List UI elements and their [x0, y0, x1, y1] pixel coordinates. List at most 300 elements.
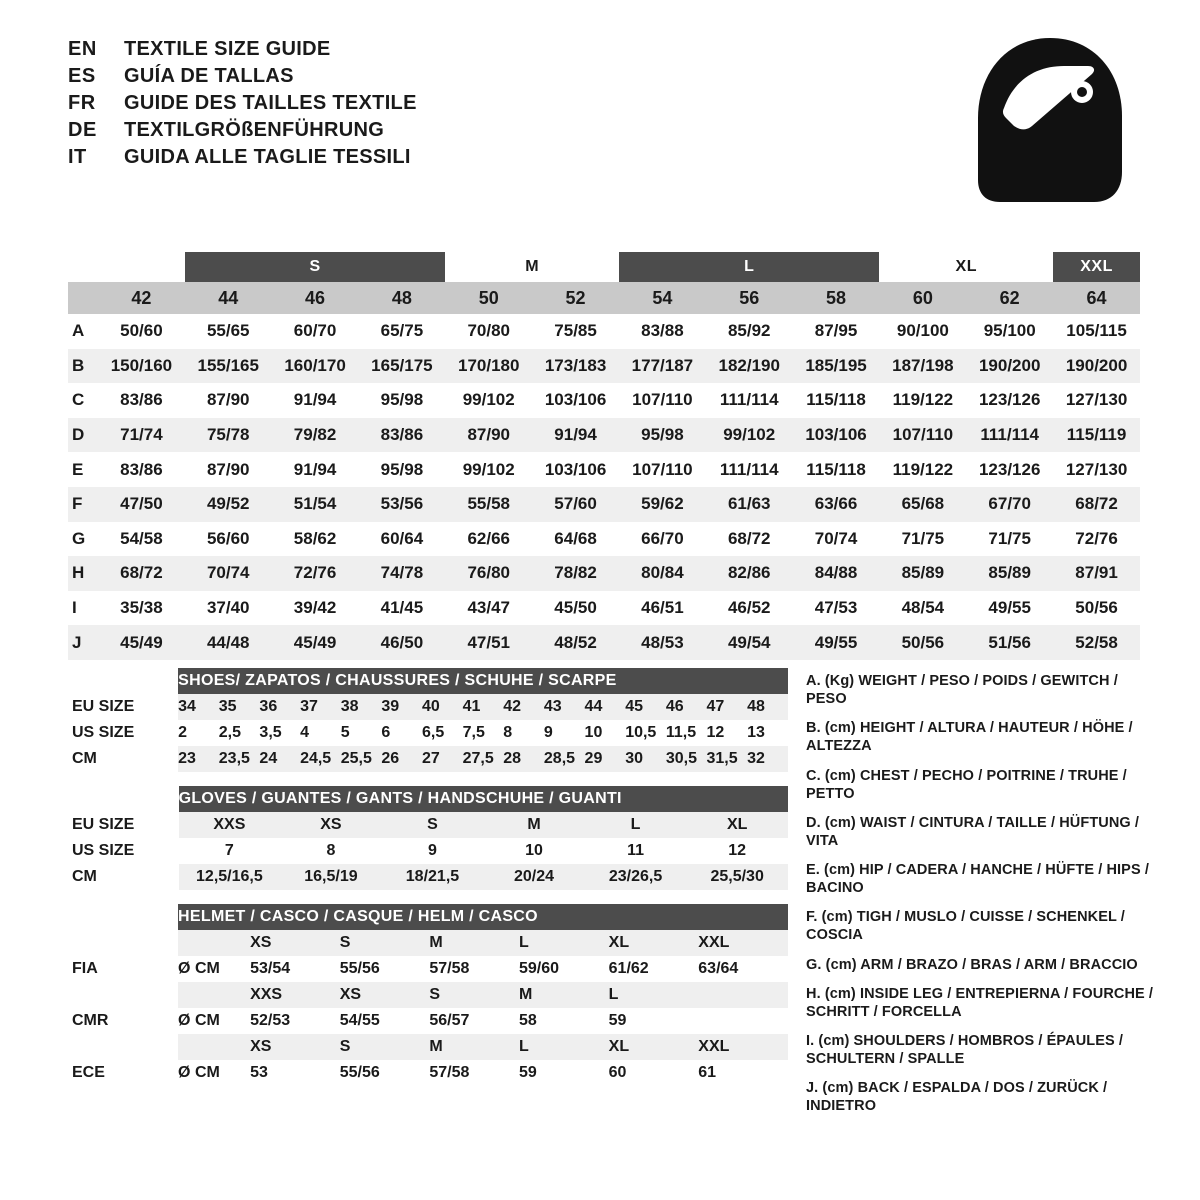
cell: 7,5	[463, 720, 504, 746]
cell: 25,5	[341, 746, 382, 772]
cell: 5	[341, 720, 382, 746]
legend-item-d: D. (cm) WAIST / CINTURA / TAILLE / HÜFTUNG / VITA	[806, 814, 1140, 849]
cell: 9	[382, 838, 484, 864]
row-label: J	[68, 625, 98, 660]
gloves-table	[68, 786, 788, 890]
size-58: 58	[793, 282, 880, 314]
cell: 37/40	[185, 591, 272, 626]
helmet-header-row	[68, 1034, 788, 1060]
cell: 123/126	[966, 452, 1053, 487]
group-cell-xl: XL	[955, 258, 977, 275]
cell: 95/98	[358, 452, 445, 487]
cell: 11,5	[666, 720, 707, 746]
cell: 87/95	[793, 314, 880, 349]
cell: 43	[544, 694, 585, 720]
page-title-de: TEXTILGRÖßENFÜHRUNG	[124, 119, 385, 141]
cell: 20/24	[483, 864, 585, 890]
cell: 54/58	[98, 522, 185, 557]
cell: S	[340, 930, 430, 956]
row-label-blank	[68, 282, 98, 314]
helmet-header-row	[68, 982, 788, 1008]
cell: 18/21,5	[382, 864, 484, 890]
table-row	[68, 838, 788, 864]
row-label: A	[68, 314, 98, 349]
legend-item-i: I. (cm) SHOULDERS / HOMBROS / ÉPAULES / SCHULTERN / SPALLE	[806, 1032, 1124, 1067]
cell: 127/130	[1053, 383, 1140, 418]
cell: 95/100	[966, 314, 1053, 349]
cell: 111/114	[966, 418, 1053, 453]
cell: S	[429, 982, 519, 1008]
size-54: 54	[619, 282, 706, 314]
cell: 99/102	[706, 418, 793, 453]
helmet-title: HELMET / CASCO / CASQUE / HELM / CASCO	[178, 904, 788, 930]
shoes-title-row	[68, 668, 788, 694]
cell: 30	[625, 746, 666, 772]
cell: 107/110	[879, 418, 966, 453]
cell: XXS	[179, 812, 281, 838]
cell: 115/119	[1053, 418, 1140, 453]
cell: 85/92	[706, 314, 793, 349]
cell: 36	[259, 694, 300, 720]
cell: 46/50	[358, 625, 445, 660]
group-cell-m: M	[525, 258, 540, 275]
cell: 49/55	[966, 591, 1053, 626]
cell: 76/80	[445, 556, 532, 591]
cell: 37	[300, 694, 341, 720]
row-label-eu-size: EU SIZE	[68, 812, 179, 838]
cell: 177/187	[619, 349, 706, 384]
cell: 190/200	[1053, 349, 1140, 384]
row-label: F	[68, 487, 98, 522]
cell: S	[382, 812, 484, 838]
cell: 61/63	[706, 487, 793, 522]
cell: 80/84	[619, 556, 706, 591]
cell: 72/76	[1053, 522, 1140, 557]
shoes-title: SHOES/ ZAPATOS / CHAUSSURES / SCHUHE / SCARPE	[178, 668, 788, 694]
header-row	[68, 146, 417, 169]
legend-item-c: C. (cm) CHEST / PECHO / POITRINE / TRUHE / PETTO	[806, 767, 1127, 802]
cell: 107/110	[619, 383, 706, 418]
table-row	[68, 314, 1140, 349]
cell: 27	[422, 746, 463, 772]
table-row	[68, 487, 1140, 522]
cell: 27,5	[463, 746, 504, 772]
cell: 55/58	[445, 487, 532, 522]
cell: 26	[381, 746, 422, 772]
unit-cell: Ø CM	[178, 956, 250, 982]
cell: 119/122	[879, 452, 966, 487]
cell: 107/110	[619, 452, 706, 487]
blank-cell	[68, 982, 178, 1008]
table-row	[68, 694, 788, 720]
cell: 87/90	[185, 452, 272, 487]
page-title-es: GUÍA DE TALLAS	[124, 65, 294, 87]
cell: 111/114	[706, 452, 793, 487]
header-row	[68, 92, 417, 115]
cell: 49/52	[185, 487, 272, 522]
table-row	[68, 452, 1140, 487]
size-60: 60	[879, 282, 966, 314]
cell: 74/78	[358, 556, 445, 591]
cell: XL	[609, 1034, 699, 1060]
language-code: EN	[68, 38, 97, 60]
size-64: 64	[1053, 282, 1140, 314]
cell: 52/53	[250, 1008, 340, 1034]
cell: 4	[300, 720, 341, 746]
size-52: 52	[532, 282, 619, 314]
cell: 155/165	[185, 349, 272, 384]
cell: 182/190	[706, 349, 793, 384]
header-row	[68, 38, 417, 61]
cell: 7	[179, 838, 281, 864]
cell: XS	[340, 982, 430, 1008]
size-group-row	[68, 252, 1140, 282]
cell: 59	[609, 1008, 699, 1034]
cell: 53/56	[358, 487, 445, 522]
cell: 56/57	[429, 1008, 519, 1034]
cell: 50/60	[98, 314, 185, 349]
row-label-cmr: CMR	[68, 1008, 178, 1034]
cell: 82/86	[706, 556, 793, 591]
group-cell-blank	[98, 252, 185, 282]
cell: 13	[747, 720, 788, 746]
cell: 64/68	[532, 522, 619, 557]
page-title-fr: GUIDE DES TAILLES TEXTILE	[124, 92, 417, 114]
cell: 53/54	[250, 956, 340, 982]
cell: 60/70	[272, 314, 359, 349]
helmet-table	[68, 904, 788, 1086]
row-label: D	[68, 418, 98, 453]
cell: 65/68	[879, 487, 966, 522]
cell: 23	[178, 746, 219, 772]
cell: 111/114	[706, 383, 793, 418]
cell: 87/90	[445, 418, 532, 453]
language-code: FR	[68, 92, 96, 114]
cell: 29	[585, 746, 626, 772]
cell: 65/75	[358, 314, 445, 349]
language-code: IT	[68, 146, 87, 168]
cell: 56/60	[185, 522, 272, 557]
cell: 41	[463, 694, 504, 720]
cell: 10	[483, 838, 585, 864]
size-48: 48	[358, 282, 445, 314]
unit-cell: Ø CM	[178, 1060, 250, 1086]
cell: 78/82	[532, 556, 619, 591]
cell: 8	[503, 720, 544, 746]
cell: 48	[747, 694, 788, 720]
cell: 45/49	[272, 625, 359, 660]
header-titles	[68, 38, 417, 173]
blank-cell	[698, 1008, 788, 1034]
cell: 70/74	[793, 522, 880, 557]
cell: 10,5	[625, 720, 666, 746]
cell: XS	[250, 930, 340, 956]
legend-item-j: J. (cm) BACK / ESPALDA / DOS / ZURÜCK / INDIETRO	[806, 1080, 1108, 1115]
cell: 60/64	[358, 522, 445, 557]
cell: XXS	[250, 982, 340, 1008]
row-label-cm: CM	[68, 864, 179, 890]
gloves-title: GLOVES / GUANTES / GANTS / HANDSCHUHE / GUANTI	[179, 786, 788, 812]
row-label: C	[68, 383, 98, 418]
size-header-row	[68, 282, 1140, 314]
cell: 87/91	[1053, 556, 1140, 591]
cell: 39/42	[272, 591, 359, 626]
cell: 57/58	[429, 1060, 519, 1086]
cell: 9	[544, 720, 585, 746]
cell: S	[340, 1034, 430, 1060]
helmet-title-row	[68, 904, 788, 930]
cell: 57/60	[532, 487, 619, 522]
cell: 119/122	[879, 383, 966, 418]
cell: 66/70	[619, 522, 706, 557]
group-cell-s: S	[185, 252, 445, 282]
header-row	[68, 65, 417, 88]
cell: 23/26,5	[585, 864, 687, 890]
cell: XXL	[698, 1034, 788, 1060]
table-row	[68, 349, 1140, 384]
cell: 49/55	[793, 625, 880, 660]
cell: 91/94	[272, 383, 359, 418]
cell: 185/195	[793, 349, 880, 384]
cell: 6	[381, 720, 422, 746]
gloves-title-row	[68, 786, 788, 812]
cell: 2	[178, 720, 219, 746]
cell: 50/56	[1053, 591, 1140, 626]
shoes-table	[68, 668, 788, 772]
row-label: H	[68, 556, 98, 591]
row-label: G	[68, 522, 98, 557]
legend-item-e: E. (cm) HIP / CADERA / HANCHE / HÜFTE / HIPS / BACINO	[806, 862, 1149, 897]
cell: 187/198	[879, 349, 966, 384]
cell: 59/60	[519, 956, 609, 982]
cell: 23,5	[219, 746, 260, 772]
cell: 95/98	[358, 383, 445, 418]
cell: 49/54	[706, 625, 793, 660]
language-code: ES	[68, 65, 96, 87]
cell: 160/170	[272, 349, 359, 384]
cell: 44	[585, 694, 626, 720]
cell: 85/89	[966, 556, 1053, 591]
cell: 170/180	[445, 349, 532, 384]
cell: 84/88	[793, 556, 880, 591]
cell: L	[519, 930, 609, 956]
cell: 99/102	[445, 452, 532, 487]
cell: 103/106	[532, 452, 619, 487]
table-row	[68, 591, 1140, 626]
size-42: 42	[98, 282, 185, 314]
cell: M	[429, 1034, 519, 1060]
cell: 63/64	[698, 956, 788, 982]
cell: 51/56	[966, 625, 1053, 660]
cell: 12,5/16,5	[179, 864, 281, 890]
cell: 95/98	[619, 418, 706, 453]
cell: 16,5/19	[280, 864, 382, 890]
table-row	[68, 418, 1140, 453]
cell: 40	[422, 694, 463, 720]
legend-item-f: F. (cm) TIGH / MUSLO / CUISSE / SCHENKEL / COSCIA	[806, 909, 1125, 944]
cell: 25,5/30	[686, 864, 788, 890]
cell: 190/200	[966, 349, 1053, 384]
blank-cell	[178, 930, 250, 956]
cell: 44/48	[185, 625, 272, 660]
row-label: E	[68, 452, 98, 487]
row-label: B	[68, 349, 98, 384]
cell: 70/74	[185, 556, 272, 591]
table-row	[68, 1060, 788, 1086]
table-row	[68, 1008, 788, 1034]
row-label-us-size: US SIZE	[68, 720, 178, 746]
cell: 32	[747, 746, 788, 772]
cell: 105/115	[1053, 314, 1140, 349]
cell: 55/65	[185, 314, 272, 349]
cell: 47/50	[98, 487, 185, 522]
cell: 99/102	[445, 383, 532, 418]
cell: 28	[503, 746, 544, 772]
row-label: I	[68, 591, 98, 626]
cell: 38	[341, 694, 382, 720]
cell: 47/53	[793, 591, 880, 626]
blank-cell	[698, 982, 788, 1008]
size-50: 50	[445, 282, 532, 314]
cell: 43/47	[445, 591, 532, 626]
cell: 75/78	[185, 418, 272, 453]
cell: 68/72	[1053, 487, 1140, 522]
table-row	[68, 556, 1140, 591]
unit-cell: Ø CM	[178, 1008, 250, 1034]
cell: XL	[609, 930, 699, 956]
cell: 87/90	[185, 383, 272, 418]
cell: XL	[686, 812, 788, 838]
cell: XS	[280, 812, 382, 838]
cell: 83/86	[98, 383, 185, 418]
cell: 47	[706, 694, 747, 720]
measurement-legend	[806, 672, 1156, 1126]
cell: 127/130	[1053, 452, 1140, 487]
cell: 46	[666, 694, 707, 720]
cell: 61/62	[609, 956, 699, 982]
language-code: DE	[68, 119, 97, 141]
cell: 30,5	[666, 746, 707, 772]
cell: 71/75	[966, 522, 1053, 557]
row-label-fia: FIA	[68, 956, 178, 982]
cell: 55/56	[340, 956, 430, 982]
cell: 90/100	[879, 314, 966, 349]
size-46: 46	[272, 282, 359, 314]
cell: 50/56	[879, 625, 966, 660]
cell: 123/126	[966, 383, 1053, 418]
table-row	[68, 383, 1140, 418]
cell: 91/94	[532, 418, 619, 453]
cell: 71/75	[879, 522, 966, 557]
cell: 55/56	[340, 1060, 430, 1086]
cell: 61	[698, 1060, 788, 1086]
table-row	[68, 864, 788, 890]
cell: 53	[250, 1060, 340, 1086]
cell: 115/118	[793, 452, 880, 487]
secondary-tables	[68, 668, 788, 1086]
cell: 12	[686, 838, 788, 864]
page-title-it: GUIDA ALLE TAGLIE TESSILI	[124, 146, 411, 168]
cell: 83/88	[619, 314, 706, 349]
blank-cell	[68, 1034, 178, 1060]
blank-cell	[178, 1034, 250, 1060]
cell: 72/76	[272, 556, 359, 591]
table-row	[68, 746, 788, 772]
cell: 24	[259, 746, 300, 772]
cell: 58	[519, 1008, 609, 1034]
cell: 165/175	[358, 349, 445, 384]
table-row	[68, 956, 788, 982]
cell: 115/118	[793, 383, 880, 418]
cell: XXL	[698, 930, 788, 956]
cell: 70/80	[445, 314, 532, 349]
cell: 48/54	[879, 591, 966, 626]
cell: 83/86	[358, 418, 445, 453]
cell: 12	[706, 720, 747, 746]
cell: 54/55	[340, 1008, 430, 1034]
cell: 52/58	[1053, 625, 1140, 660]
cell: 28,5	[544, 746, 585, 772]
cell: M	[519, 982, 609, 1008]
cell: 150/160	[98, 349, 185, 384]
cell: 47/51	[445, 625, 532, 660]
cell: 91/94	[272, 452, 359, 487]
legend-item-b: B. (cm) HEIGHT / ALTURA / HAUTEUR / HÖHE / ALTEZZA	[806, 720, 1133, 755]
cell: 59/62	[619, 487, 706, 522]
cell: 83/86	[98, 452, 185, 487]
cell: L	[609, 982, 699, 1008]
cell: 57/58	[429, 956, 519, 982]
cell: 11	[585, 838, 687, 864]
textile-size-table	[68, 252, 1140, 660]
blank-cell	[178, 982, 250, 1008]
cell: 48/53	[619, 625, 706, 660]
cell: 103/106	[793, 418, 880, 453]
legend-item-h: H. (cm) INSIDE LEG / ENTREPIERNA / FOURCHE / SCHRITT / FORCELLA	[806, 985, 1154, 1020]
size-62: 62	[966, 282, 1053, 314]
cell: 60	[609, 1060, 699, 1086]
header-row	[68, 119, 417, 142]
cell: 62/66	[445, 522, 532, 557]
cell: 63/66	[793, 487, 880, 522]
cell: 41/45	[358, 591, 445, 626]
cell: 42	[503, 694, 544, 720]
cell: M	[429, 930, 519, 956]
cell: 45/49	[98, 625, 185, 660]
group-cell-l: L	[619, 252, 879, 282]
cell: 59	[519, 1060, 609, 1086]
cell: 68/72	[98, 556, 185, 591]
cell: XS	[250, 1034, 340, 1060]
table-row	[68, 812, 788, 838]
legend-item-a: A. (Kg) WEIGHT / PESO / POIDS / GEWITCH / PESO	[806, 673, 1118, 708]
row-label-eu-size: EU SIZE	[68, 694, 178, 720]
legend-item-g: G. (cm) ARM / BRAZO / BRAS / ARM / BRACCIO	[806, 956, 1138, 973]
cell: 8	[280, 838, 382, 864]
cell: 34	[178, 694, 219, 720]
table-row	[68, 720, 788, 746]
row-label-cm: CM	[68, 746, 178, 772]
row-label-us-size: US SIZE	[68, 838, 179, 864]
cell: 173/183	[532, 349, 619, 384]
cell: 103/106	[532, 383, 619, 418]
cell: M	[483, 812, 585, 838]
cell: 48/52	[532, 625, 619, 660]
table-row	[68, 625, 1140, 660]
cell: 46/52	[706, 591, 793, 626]
size-56: 56	[706, 282, 793, 314]
cell: 79/82	[272, 418, 359, 453]
